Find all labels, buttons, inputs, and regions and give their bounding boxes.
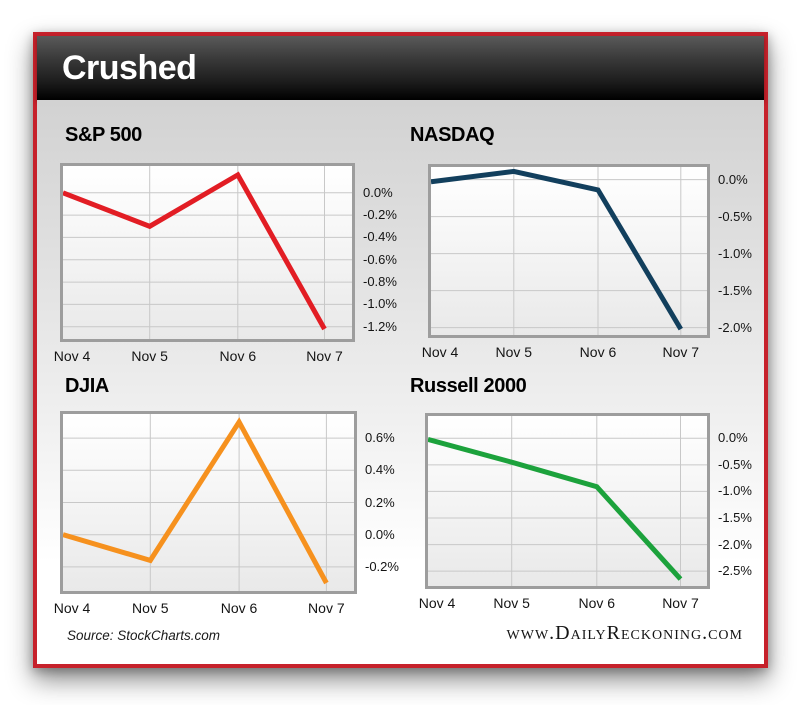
- x-tick-label: Nov 5: [131, 348, 168, 364]
- chart-block-djia: [37, 100, 764, 664]
- chart-title-nasdaq: NASDAQ: [410, 124, 495, 146]
- x-tick-label: Nov 4: [53, 348, 91, 364]
- site-url: www.DailyReckoning.com: [506, 622, 743, 644]
- x-tick-label: Nov 4: [418, 595, 456, 611]
- plot-area-nasdaq: [428, 164, 710, 338]
- x-tick-label: Nov 6: [219, 348, 257, 364]
- data-line: [63, 175, 325, 329]
- x-tick-label: Nov 6: [579, 344, 617, 360]
- y-tick-label: -0.2%: [363, 207, 397, 223]
- y-tick-label: -1.5%: [718, 510, 752, 525]
- line-chart-svg: [63, 166, 352, 339]
- plot-area-djia: [60, 411, 357, 594]
- y-tick-label: -2.0%: [718, 319, 752, 335]
- chart-title-djia: DJIA: [65, 375, 109, 397]
- x-tick-label: Nov 4: [421, 344, 459, 360]
- y-tick-label: -0.4%: [363, 229, 397, 245]
- x-tick-label: Nov 5: [495, 344, 533, 360]
- data-line: [428, 439, 681, 579]
- y-tick-label: -0.2%: [365, 558, 399, 574]
- y-tick-label: -1.0%: [363, 296, 397, 312]
- line-chart-svg: [428, 416, 707, 586]
- x-tick-label: Nov 4: [53, 600, 91, 616]
- y-tick-label: 0.4%: [365, 462, 395, 478]
- x-tick-label: Nov 5: [132, 600, 169, 616]
- y-tick-label: -0.5%: [718, 456, 752, 472]
- y-tick-label: -1.0%: [718, 245, 752, 261]
- plot-area-russell: [425, 413, 710, 589]
- x-tick-label: Nov 7: [662, 595, 699, 611]
- y-tick-label: -0.5%: [718, 208, 752, 224]
- x-tick-label: Nov 6: [220, 600, 258, 616]
- x-tick-label: Nov 5: [493, 595, 530, 611]
- y-tick-label: -0.8%: [363, 274, 397, 290]
- charts-area: [37, 100, 764, 664]
- line-chart-svg: [63, 414, 354, 591]
- y-tick-label: 0.0%: [365, 526, 395, 542]
- y-tick-label: -1.0%: [718, 483, 752, 499]
- plot-background: [431, 167, 707, 335]
- page-title: Crushed: [62, 49, 197, 87]
- y-tick-label: -1.2%: [363, 318, 397, 334]
- plot-area-sp500: [60, 163, 355, 342]
- y-tick-label: -2.5%: [718, 563, 752, 579]
- infographic-card: [33, 32, 768, 668]
- x-tick-label: Nov 7: [306, 348, 343, 364]
- x-tick-label: Nov 6: [578, 595, 616, 611]
- x-tick-label: Nov 7: [308, 600, 345, 616]
- y-tick-label: 0.6%: [365, 430, 395, 446]
- chart-title-sp500: S&P 500: [65, 124, 142, 146]
- title-banner: [37, 36, 764, 100]
- y-tick-label: -0.6%: [363, 251, 397, 267]
- chart-block-russell: [37, 100, 764, 664]
- line-chart-svg: [431, 167, 707, 335]
- y-tick-label: 0.0%: [363, 184, 393, 200]
- chart-block-sp500: [37, 100, 764, 664]
- y-tick-label: 0.0%: [718, 430, 748, 446]
- data-line: [63, 422, 326, 583]
- y-tick-label: -1.5%: [718, 282, 752, 298]
- data-line: [431, 171, 681, 329]
- x-tick-label: Nov 7: [662, 344, 700, 360]
- plot-background: [428, 416, 707, 586]
- source-credit: Source: StockCharts.com: [67, 628, 221, 643]
- chart-block-nasdaq: [37, 100, 764, 664]
- chart-title-russell: Russell 2000: [410, 375, 527, 397]
- y-tick-label: -2.0%: [718, 536, 752, 552]
- y-tick-label: 0.2%: [365, 494, 395, 510]
- plot-background: [63, 414, 354, 591]
- plot-background: [63, 166, 352, 339]
- y-tick-label: 0.0%: [718, 171, 748, 187]
